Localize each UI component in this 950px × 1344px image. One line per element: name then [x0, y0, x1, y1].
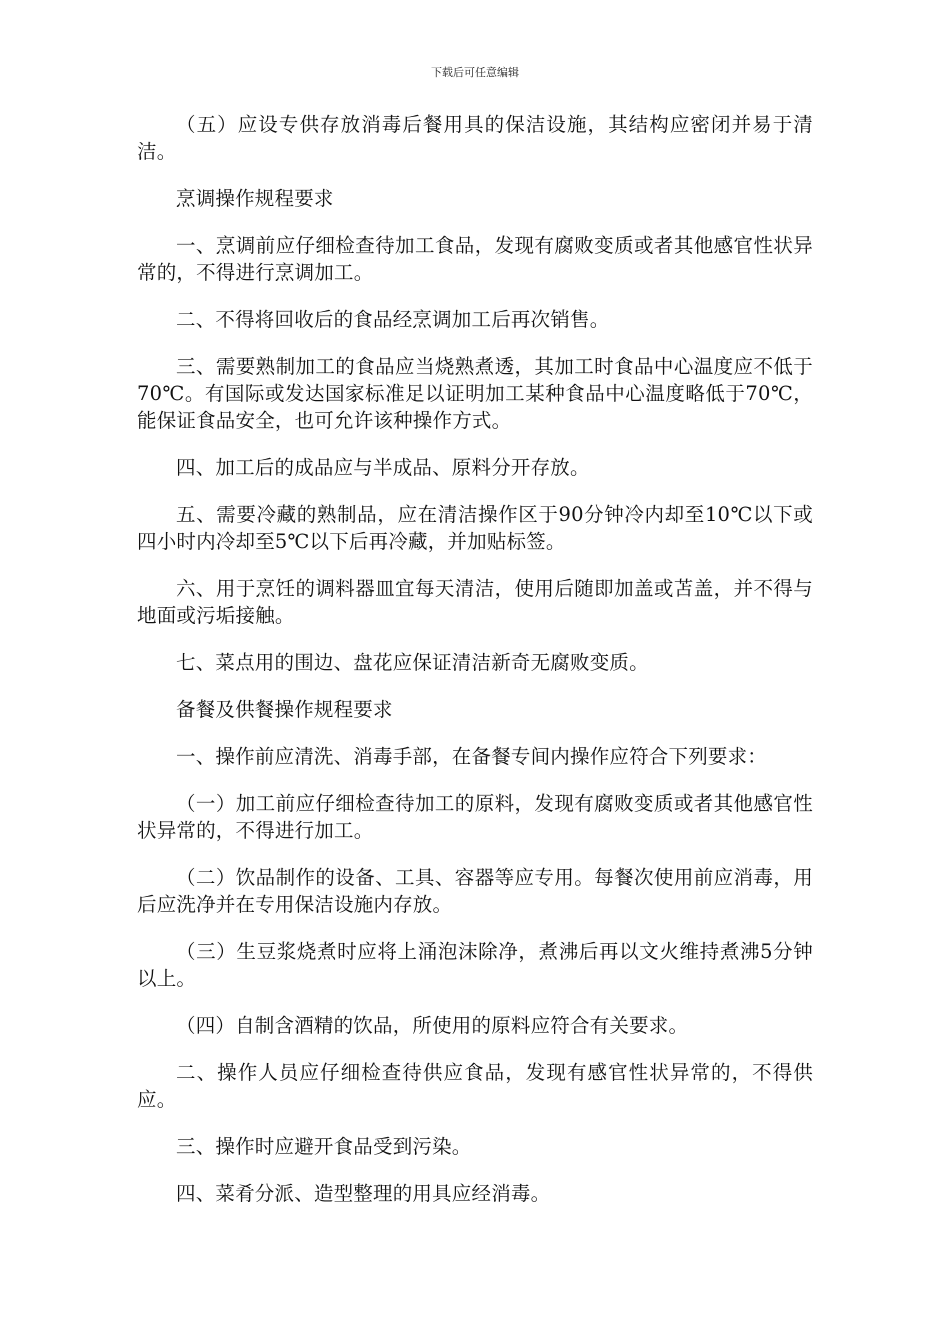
- paragraph-serving-1-3: （三）生豆浆烧煮时应将上涌泡沫除净，煮沸后再以文火维持煮沸5分钟以上。: [137, 940, 813, 990]
- paragraph-serving-4: 四、菜肴分派、造型整理的用具应经消毒。: [176, 1182, 551, 1205]
- paragraph-serving-1-1: （一）加工前应仔细检查待加工的原料，发现有腐败变质或者其他感官性状异常的，不得进行加工。: [137, 792, 813, 842]
- paragraph-cooking-6: 六、用于烹饪的调料器皿宜每天清洁，使用后随即加盖或苫盖，并不得与地面或污垢接触。: [137, 577, 813, 627]
- paragraph-storage-facility: （五）应设专供存放消毒后餐用具的保洁设施，其结构应密闭并易于清洁。: [137, 113, 813, 163]
- paragraph-serving-1-4: （四）自制含酒精的饮品，所使用的原料应符合有关要求。: [176, 1014, 689, 1037]
- paragraph-cooking-2: 二、不得将回收后的食品经烹调加工后再次销售。: [176, 308, 610, 331]
- paragraph-serving-1-2: （二）饮品制作的设备、工具、容器等应专用。每餐次使用前应消毒，用后应洗净并在专用保洁设施内存放。: [137, 866, 813, 916]
- section-heading-serving: 备餐及供餐操作规程要求: [176, 698, 393, 721]
- paragraph-cooking-4: 四、加工后的成品应与半成品、原料分开存放。: [176, 456, 590, 479]
- paragraph-cooking-7: 七、菜点用的围边、盘花应保证清洁新奇无腐败变质。: [176, 651, 649, 674]
- paragraph-serving-3: 三、操作时应避开食品受到污染。: [176, 1135, 472, 1158]
- section-heading-cooking: 烹调操作规程要求: [176, 187, 334, 210]
- paragraph-serving-2: 二、操作人员应仔细检查待供应食品，发现有感官性状异常的，不得供应。: [137, 1061, 813, 1111]
- paragraph-serving-1: 一、操作前应清洗、消毒手部，在备餐专间内操作应符合下列要求：: [176, 745, 768, 768]
- paragraph-cooking-3: 三、需要熟制加工的食品应当烧熟煮透，其加工时食品中心温度应不低于70℃。有国际或发达国家标准足以证明加工某种食品中心温度略低于70℃，能保证食品安全，也可允许该种操作方式。: [137, 355, 813, 432]
- paragraph-cooking-1: 一、烹调前应仔细检查待加工食品，发现有腐败变质或者其他感官性状异常的，不得进行烹调加工。: [137, 234, 813, 284]
- page-header-note: 下载后可任意编辑: [431, 66, 519, 79]
- paragraph-cooking-5: 五、需要冷藏的熟制品，应在清洁操作区于90分钟冷内却至10℃以下或四小时内冷却至5℃以下后再冷藏，并加贴标签。: [137, 503, 813, 553]
- document-body: [137, 111, 813, 1227]
